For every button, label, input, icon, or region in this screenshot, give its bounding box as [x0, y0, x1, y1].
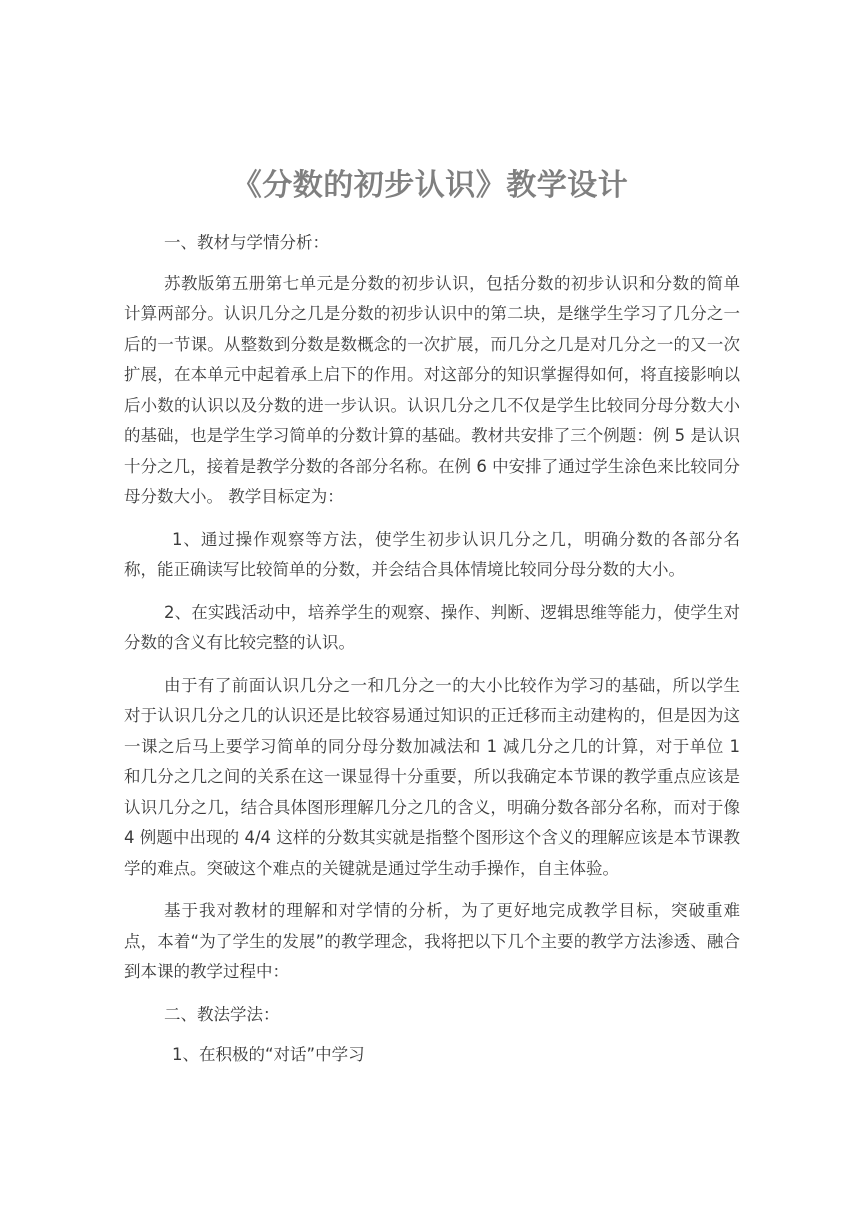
- document-title: 《分数的初步认识》教学设计: [231, 168, 629, 203]
- paragraph-textbook-analysis: 苏教版第五册第七单元是分数的初步认识，包括分数的初步认识和分数的简单计算两部分。认识几分之几是分数的初步认识中的第二块，是继学生学习了几分之一后的一节课。从整数到分数是数概念的一次扩展，而几分之几是对几分之一的又一次扩展，在本单元中起着承上启下的作用。对这部分的知识掌握得如何，将直接影响以后小数的认识以及分数的进一步认识。认识几分之几不仅是学生比较同分母分数大小的基础，也是学生学习简单的分数计算的基础。教材共安排了三个例题：例 5 是认识十分之几，接着是教学分数的各部分名称。在例 6 中安排了通过学生涂色来比较同分母分数大小。 教学目标定为：: [124, 273, 740, 506]
- section-heading-1: 一、教材与学情分析：: [164, 233, 329, 252]
- document-body: [124, 228, 740, 1083]
- method-item-1: 1、在积极的“对话”中学习: [172, 1045, 365, 1064]
- paragraph-key-points: 由于有了前面认识几分之一和几分之一的大小比较作为学习的基础，所以学生对于认识几分之几的认识还是比较容易通过知识的正迁移而主动建构的，但是因为这一课之后马上要学习简单的同分母分数加减法和 1 减几分之几的计算，对于单位 1 和几分之几之间的关系在这一课显得十分重要，所以我确定本节课的教学重点应该是认识几分之几，结合具体图形理解几分之几的含义，明确分数各部分名称，而对于像 4 例题中出现的 4/4 这样的分数其实就是指整个图形这个含义的理解应该是本节课教学的难点。突破这个难点的关键就是通过学生动手操作，自主体验。: [124, 675, 740, 878]
- goal-item-1: 1、通过操作观察等方法，使学生初步认识几分之几，明确分数的各部分名称，能正确读写比较简单的分数，并会结合具体情境比较同分母分数的大小。: [124, 529, 740, 579]
- paragraph-teaching-approach: 基于我对教材的理解和对学情的分析，为了更好地完成教学目标，突破重难点，本着“为了学生的发展”的教学理念，我将把以下几个主要的教学方法渗透、融合到本课的教学过程中：: [124, 901, 740, 981]
- goal-item-2: 2、在实践活动中，培养学生的观察、操作、判断、逻辑思维等能力，使学生对分数的含义有比较完整的认识。: [124, 602, 740, 652]
- section-heading-2: 二、教法学法：: [164, 1004, 280, 1024]
